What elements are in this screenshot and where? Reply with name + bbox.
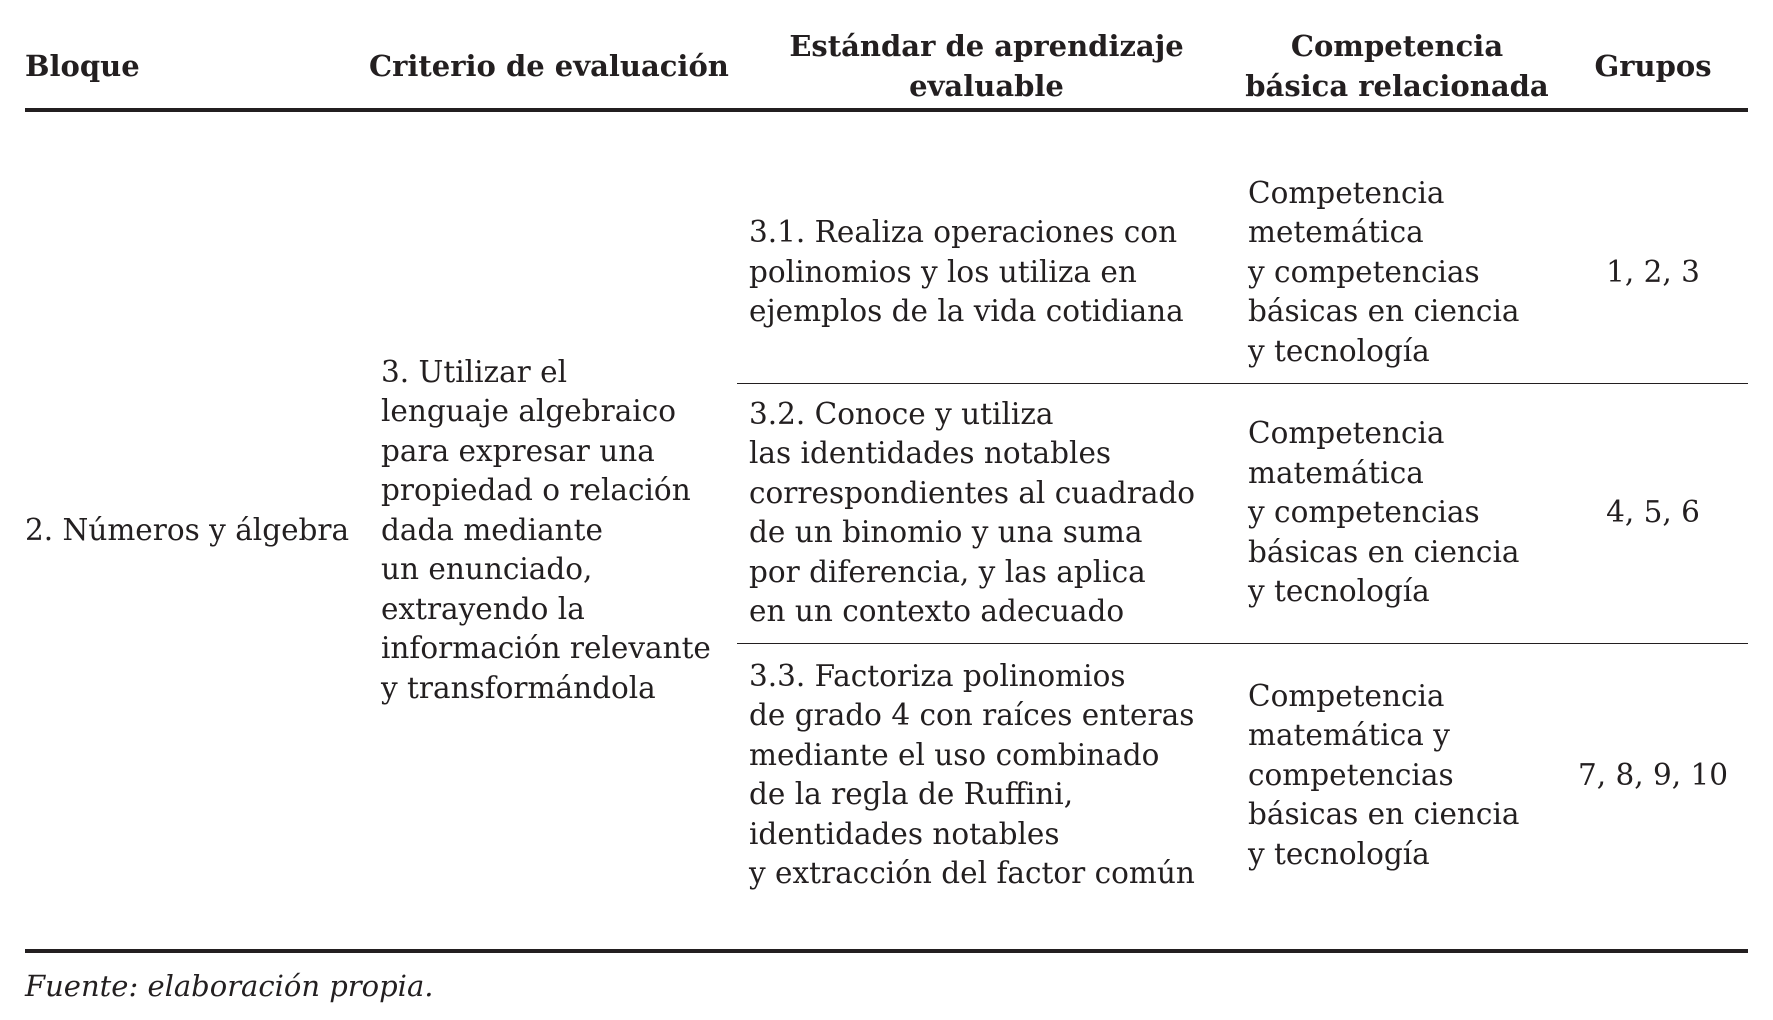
header-competencia: Competencia básica relacionada	[1236, 24, 1558, 110]
evaluation-table	[25, 24, 1748, 953]
header-grupos: Grupos	[1558, 24, 1748, 110]
cell-competencia: Competencia metemática y competencias básicas en ciencia y tecnología	[1236, 110, 1558, 383]
document	[25, 24, 1748, 953]
cell-estandar: 3.2. Conoce y utiliza las identidades notables correspondientes al cuadrado de un binomio y una suma por diferencia, y las aplica en un contexto adecuado	[737, 383, 1236, 643]
table-body	[25, 110, 1748, 951]
cell-bloque: 2. Números y álgebra	[25, 512, 350, 547]
cell-grupos: 4, 5, 6	[1558, 383, 1748, 643]
table-header	[25, 24, 1748, 110]
cell-criterio: 3. Utilizar el lenguaje algebraico para expresar una propiedad o relación dada mediante un enunciado, extrayendo la información relevante y transformándola	[381, 354, 711, 705]
header-criterio: Criterio de evaluación	[369, 24, 737, 110]
source-note: Fuente: elaboración propia.	[25, 969, 434, 1003]
cell-estandar: 3.3. Factoriza polinomios de grado 4 con raíces enteras mediante el uso combinado de la regla de Ruffini, identidades notables y extracción del factor común	[749, 658, 1195, 891]
cell-competencia: Competencia matemática y competencias básicas en ciencia y tecnología	[1236, 383, 1558, 643]
cell-grupos: 7, 8, 9, 10	[1577, 757, 1729, 792]
table-row	[25, 110, 1748, 383]
header-estandar: Estándar de aprendizaje evaluable	[737, 24, 1236, 110]
header-bloque: Bloque	[25, 24, 369, 110]
cell-estandar: 3.1. Realiza operaciones con polinomios y los utiliza en ejemplos de la vida cotidiana	[737, 110, 1236, 383]
cell-competencia: Competencia matemática y competencias básicas en ciencia y tecnología	[1248, 678, 1520, 871]
cell-grupos: 1, 2, 3	[1558, 110, 1748, 383]
